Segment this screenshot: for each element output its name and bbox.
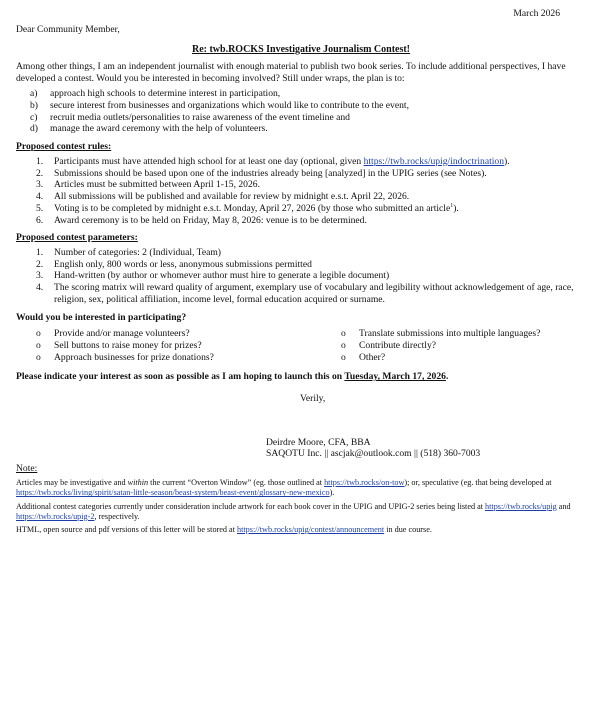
options-left-column: [36, 328, 341, 363]
subject-line: Re: twb.ROCKS Investigative Journalism Contest!: [191, 43, 411, 55]
announcement-link[interactable]: https://twb.rocks/upig/contest/announcement: [237, 525, 385, 535]
plan-marker: a): [30, 88, 38, 100]
option-item: o Translate submissions into multiple languages?: [341, 328, 541, 340]
plan-text: secure interest from businesses and organizations which would like to contribute to the event,: [50, 100, 409, 111]
parameter-text: The scoring matrix will reward quality of argument, exemplary use of vocabulary and legibility without acknowledgement of age, race, religion, sex, political affiliation, income level, formal education acquired or surname.: [54, 282, 574, 305]
plan-text: manage the award ceremony with the help of volunteers.: [50, 123, 268, 135]
parameter-item: 1. Number of categories: 2 (Individual, Team): [36, 246, 221, 258]
rule-item: 3. Articles must be submitted between April 1-15, 2026.: [36, 179, 260, 191]
closing: Verily,: [300, 392, 326, 404]
circle-bullet-icon: o: [341, 351, 346, 363]
parameter-text: Number of categories: 2 (Individual, Team): [54, 246, 221, 258]
plan-item: [30, 100, 586, 112]
note-paragraph: HTML, open source and pdf versions of this letter will be stored at https://twb.rocks/upig/contest/announcement in due course.: [16, 525, 432, 535]
rule-text: Voting is to be completed by midnight e.s.t. Monday, April 27, 2026 (by those who submitted an article: [54, 202, 451, 214]
notes-section: [16, 463, 586, 535]
launch-date: Tuesday, March 17, 2026: [344, 371, 446, 383]
plan-list: [16, 88, 586, 135]
rule-text: Award ceremony is to be held on Friday, May 8, 2026: venue is to be determined.: [54, 214, 367, 226]
plan-marker: c): [30, 111, 38, 123]
on-tow-link[interactable]: https://twb.rocks/on-tow: [324, 478, 405, 488]
upig-2-link[interactable]: https://twb.rocks/upig-2: [16, 511, 95, 521]
plan-item: [30, 112, 586, 124]
note-paragraph: Additional contest categories currently under consideration include artwork for each book cover in the UPIG and UPIG-2 series being listed at https://twb.rocks/upig and https://twb.rocks/upig-2, respectively.: [16, 501, 571, 521]
rule-item: 5. Voting is to be completed by midnight e.s.t. Monday, April 27, 2026 (by those who submitted an article$^1$).: [36, 202, 459, 214]
upig-link[interactable]: https://twb.rocks/upig: [485, 501, 557, 511]
intro-paragraph: Among other things, I am an independent journalist with enough material to publish two book series. To include additional perspectives, I have developed a contest. Would you be interested in becoming involved? Still under wraps, the plan is to:: [16, 60, 566, 84]
rule-text: Participants must have attended high school for at least one day (optional, given: [54, 155, 362, 167]
parameter-text: English only, 800 words or less, anonymous submissions permitted: [54, 258, 312, 270]
rule-text: Articles must be submitted between April 1-15, 2026.: [54, 179, 260, 191]
parameter-item: 3. Hand-written (by author or whomever author must hire to generate a legible document): [36, 270, 390, 282]
plan-text: approach high schools to determine interest in participation,: [50, 88, 281, 100]
note-paragraph: Articles may be investigative and within the current “Overton Window” (eg. those outlined at https://twb.rocks/on-tow); or, speculative (eg. that being developed at https://twb.rocks/living/spirit/satan-little-season/beast-system/beast-event/glossary-new-mexico).: [16, 478, 552, 498]
glossary-link[interactable]: https://twb.rocks/living/spirit/satan-little-season/beast-system/beast-event/glossary-new-mexico: [16, 488, 330, 498]
circle-bullet-icon: o: [341, 339, 346, 351]
circle-bullet-icon: o: [36, 328, 41, 340]
parameter-item: 4. The scoring matrix will reward quality of argument, exemplary use of vocabulary and legibility without acknowledgement of age, race, religion, sex, political affiliation, income level, formal education acquired or surname.: [36, 282, 586, 305]
option-item: o Provide and/or manage volunteers?: [36, 328, 190, 340]
salutation: Dear Community Member,: [16, 24, 120, 35]
signature-contact: SAQOTU Inc. || ascjak@outlook.com || (518) 360-7003: [266, 448, 481, 460]
notes-heading: Note:: [16, 463, 38, 475]
plan-item: [30, 88, 586, 100]
rule-item: 6. Award ceremony is to be held on Friday, May 8, 2026: venue is to be determined.: [36, 214, 367, 226]
signature-name: Deirdre Moore, CFA, BBA: [266, 436, 371, 448]
option-item: o Contribute directly?: [341, 339, 436, 351]
rule-item: 2. Submissions should be based upon one of the industries already being [analyzed] in the UPIG series (see Notes).: [36, 167, 487, 179]
indoctrination-link[interactable]: https://twb.rocks/upig/indoctrination: [363, 155, 505, 167]
option-item: o Approach businesses for prize donations?: [36, 351, 214, 363]
rule-item: 1. Participants must have attended high school for at least one day (optional, given https://twb.rocks/upig/indoctrination).: [36, 155, 510, 167]
rule-item: 4. All submissions will be published and available for review by midnight e.s.t. April 22, 2026.: [36, 190, 410, 202]
plan-marker: d): [30, 123, 38, 135]
parameter-text: Hand-written (by author or whomever author must hire to generate a legible document): [54, 270, 390, 282]
circle-bullet-icon: o: [36, 351, 41, 363]
option-item: o Other?: [341, 351, 386, 363]
plan-text: recruit media outlets/personalities to raise awareness of the event timeline and: [50, 111, 350, 123]
parameters-heading: Proposed contest parameters:: [16, 232, 138, 244]
participation-options: [16, 328, 586, 363]
letter-date: March 2026: [513, 8, 560, 19]
participation-question: Would you be interested in participating?: [16, 312, 187, 324]
call-to-action: Please indicate your interest as soon as possible as I am hoping to launch this on Tuesday, March 17, 2026.: [16, 371, 449, 383]
rules-list: [16, 156, 586, 226]
parameters-list: [16, 247, 586, 306]
rule-text: Submissions should be based upon one of the industries already being [analyzed] in the UPIG series (see Notes).: [54, 167, 487, 179]
plan-item: [30, 123, 586, 135]
footnote-marker: 1: [450, 202, 454, 209]
option-item: o Sell buttons to raise money for prizes?: [36, 339, 202, 351]
plan-marker: b): [30, 100, 38, 111]
signature-block: [266, 437, 586, 460]
circle-bullet-icon: o: [36, 339, 41, 351]
parameter-item: 2. English only, 800 words or less, anonymous submissions permitted: [36, 258, 312, 270]
options-right-column: [341, 328, 540, 363]
circle-bullet-icon: o: [341, 328, 346, 340]
rules-heading: Proposed contest rules:: [16, 141, 112, 153]
rule-text: All submissions will be published and available for review by midnight e.s.t. April 22, 2026.: [54, 190, 410, 202]
